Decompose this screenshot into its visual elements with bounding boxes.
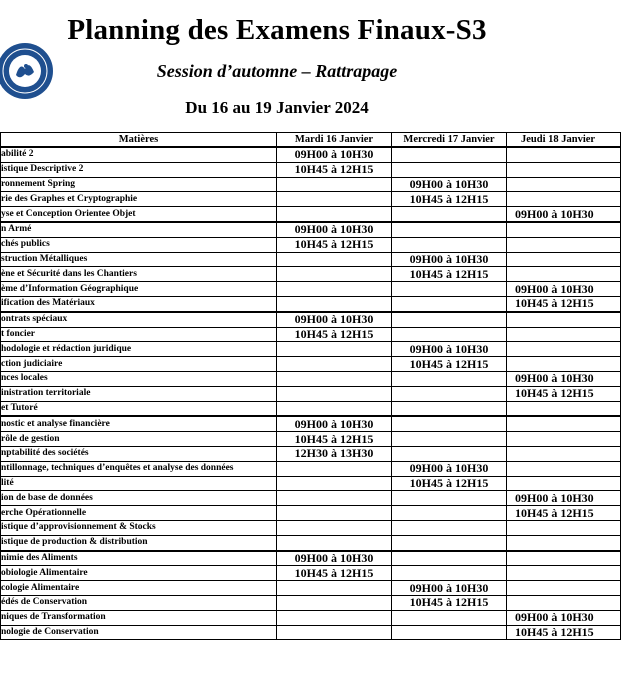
table-row	[1, 416, 621, 431]
subject-cell: yse et Conception Orientee Objet	[1, 207, 277, 222]
time-slot-cell: 09H00 à 10H30	[392, 252, 507, 267]
time-slot-cell	[277, 342, 392, 357]
subject-cell: abilité 2	[1, 147, 277, 162]
time-slot-cell	[277, 491, 392, 506]
time-slot-cell: 10H45 à 12H15	[392, 476, 507, 491]
time-slot-cell	[277, 581, 392, 596]
time-slot-cell	[507, 566, 621, 581]
table-row	[1, 207, 621, 222]
time-slot-cell: 10H45 à 12H15	[277, 162, 392, 177]
page-title: Planning des Examens Finaux-S3	[67, 14, 487, 46]
subject-cell: ontrats spéciaux	[1, 312, 277, 327]
time-slot-cell	[507, 312, 621, 327]
time-slot-cell	[392, 446, 507, 461]
time-slot-cell	[507, 520, 621, 535]
table-row	[1, 267, 621, 282]
time-slot-cell	[507, 357, 621, 372]
time-slot-cell	[392, 551, 507, 566]
time-slot-cell: 09H00 à 10H30	[277, 416, 392, 431]
time-slot-cell: 09H00 à 10H30	[507, 282, 621, 297]
subject-cell: istique de production & distribution	[1, 535, 277, 550]
time-slot-cell	[392, 282, 507, 297]
subject-cell: obiologie Alimentaire	[1, 566, 277, 581]
time-slot-cell: 10H45 à 12H15	[507, 506, 621, 521]
time-slot-cell: 09H00 à 10H30	[392, 581, 507, 596]
time-slot-cell	[507, 446, 621, 461]
time-slot-cell: 09H00 à 10H30	[507, 610, 621, 625]
time-slot-cell	[507, 162, 621, 177]
time-slot-cell: 10H45 à 12H15	[392, 267, 507, 282]
subject-cell: ème d’Information Géographique	[1, 282, 277, 297]
time-slot-cell	[507, 476, 621, 491]
table-row	[1, 357, 621, 372]
time-slot-cell	[507, 237, 621, 252]
time-slot-cell	[277, 401, 392, 416]
time-slot-cell	[277, 296, 392, 311]
time-slot-cell	[277, 386, 392, 401]
subject-cell: cologie Alimentaire	[1, 581, 277, 596]
time-slot-cell	[277, 282, 392, 297]
table-row	[1, 162, 621, 177]
exam-schedule-table	[0, 132, 621, 640]
table-row	[1, 506, 621, 521]
subject-cell: ène et Sécurité dans les Chantiers	[1, 267, 277, 282]
time-slot-cell	[507, 267, 621, 282]
time-slot-cell	[392, 566, 507, 581]
subject-cell: rôle de gestion	[1, 432, 277, 447]
subject-cell: t foncier	[1, 327, 277, 342]
time-slot-cell: 10H45 à 12H15	[277, 237, 392, 252]
table-row	[1, 147, 621, 162]
time-slot-cell: 10H45 à 12H15	[507, 386, 621, 401]
subject-cell: nimie des Aliments	[1, 551, 277, 566]
time-slot-cell	[277, 461, 392, 476]
subject-cell: chés publics	[1, 237, 277, 252]
time-slot-cell: 10H45 à 12H15	[277, 432, 392, 447]
time-slot-cell	[507, 327, 621, 342]
time-slot-cell: 09H00 à 10H30	[277, 551, 392, 566]
column-header-tuesday: Mardi 16 Janvier	[277, 133, 392, 148]
time-slot-cell	[392, 535, 507, 550]
subject-cell: istique d’approvisionnement & Stocks	[1, 520, 277, 535]
time-slot-cell	[392, 207, 507, 222]
table-row	[1, 312, 621, 327]
subject-cell: niques de Transformation	[1, 610, 277, 625]
subject-cell: struction Métalliques	[1, 252, 277, 267]
table-row	[1, 177, 621, 192]
subject-cell: n Armé	[1, 222, 277, 237]
time-slot-cell	[507, 432, 621, 447]
time-slot-cell	[507, 222, 621, 237]
time-slot-cell: 09H00 à 10H30	[392, 342, 507, 357]
table-row	[1, 566, 621, 581]
time-slot-cell	[392, 162, 507, 177]
time-slot-cell: 09H00 à 10H30	[392, 461, 507, 476]
time-slot-cell	[277, 610, 392, 625]
time-slot-cell	[277, 357, 392, 372]
time-slot-cell	[392, 491, 507, 506]
subject-cell: ronnement Spring	[1, 177, 277, 192]
time-slot-cell	[392, 506, 507, 521]
subject-cell: ion de base de données	[1, 491, 277, 506]
table-row	[1, 252, 621, 267]
time-slot-cell: 10H45 à 12H15	[507, 625, 621, 640]
time-slot-cell	[392, 520, 507, 535]
date-range: Du 16 au 19 Janvier 2024	[185, 98, 369, 117]
column-header-subjects: Matières	[1, 133, 277, 148]
time-slot-cell: 09H00 à 10H30	[392, 177, 507, 192]
time-slot-cell	[392, 222, 507, 237]
time-slot-cell	[392, 386, 507, 401]
time-slot-cell	[507, 595, 621, 610]
subject-cell: nces locales	[1, 371, 277, 386]
table-row	[1, 551, 621, 566]
time-slot-cell	[392, 432, 507, 447]
subject-cell: ction judiciaire	[1, 357, 277, 372]
table-row	[1, 520, 621, 535]
time-slot-cell: 09H00 à 10H30	[277, 222, 392, 237]
subject-cell: hodologie et rédaction juridique	[1, 342, 277, 357]
table-row	[1, 535, 621, 550]
time-slot-cell	[507, 581, 621, 596]
subject-cell: et Tutoré	[1, 401, 277, 416]
time-slot-cell	[392, 371, 507, 386]
time-slot-cell	[507, 535, 621, 550]
time-slot-cell	[392, 416, 507, 431]
table-header-row	[1, 133, 621, 148]
time-slot-cell	[392, 401, 507, 416]
subject-cell: ification des Matériaux	[1, 296, 277, 311]
time-slot-cell	[507, 401, 621, 416]
table-row	[1, 342, 621, 357]
time-slot-cell	[277, 476, 392, 491]
time-slot-cell: 09H00 à 10H30	[507, 207, 621, 222]
subject-cell: inistration territoriale	[1, 386, 277, 401]
time-slot-cell	[277, 520, 392, 535]
time-slot-cell	[392, 237, 507, 252]
subject-cell: istique Descriptive 2	[1, 162, 277, 177]
table-row	[1, 581, 621, 596]
subject-cell: rie des Graphes et Cryptographie	[1, 192, 277, 207]
table-row	[1, 476, 621, 491]
table-row	[1, 432, 621, 447]
table-row	[1, 401, 621, 416]
time-slot-cell	[507, 252, 621, 267]
time-slot-cell: 10H45 à 12H15	[277, 327, 392, 342]
table-row	[1, 491, 621, 506]
time-slot-cell	[507, 551, 621, 566]
time-slot-cell	[277, 625, 392, 640]
time-slot-cell	[392, 625, 507, 640]
time-slot-cell	[277, 506, 392, 521]
time-slot-cell	[277, 207, 392, 222]
time-slot-cell	[277, 267, 392, 282]
time-slot-cell	[392, 312, 507, 327]
time-slot-cell: 10H45 à 12H15	[507, 296, 621, 311]
time-slot-cell	[277, 535, 392, 550]
time-slot-cell: 10H45 à 12H15	[277, 566, 392, 581]
table-row	[1, 610, 621, 625]
time-slot-cell: 10H45 à 12H15	[392, 357, 507, 372]
table-row	[1, 446, 621, 461]
time-slot-cell: 09H00 à 10H30	[277, 312, 392, 327]
time-slot-cell	[392, 147, 507, 162]
table-row	[1, 327, 621, 342]
time-slot-cell	[277, 371, 392, 386]
subject-cell: ntillonnage, techniques d’enquêtes et analyse des données	[1, 461, 277, 476]
time-slot-cell	[392, 327, 507, 342]
table-row	[1, 222, 621, 237]
session-subtitle: Session d’automne – Rattrapage	[156, 61, 398, 81]
subject-cell: édés de Conservation	[1, 595, 277, 610]
time-slot-cell	[507, 461, 621, 476]
time-slot-cell	[277, 192, 392, 207]
table-row	[1, 595, 621, 610]
subject-cell: nostic et analyse financière	[1, 416, 277, 431]
time-slot-cell	[507, 147, 621, 162]
time-slot-cell	[277, 595, 392, 610]
table-row	[1, 625, 621, 640]
column-header-thursday: Jeudi 18 Janvier	[507, 133, 621, 148]
table-row	[1, 386, 621, 401]
time-slot-cell: 09H00 à 10H30	[507, 371, 621, 386]
table-row	[1, 296, 621, 311]
time-slot-cell	[507, 416, 621, 431]
column-header-wednesday: Mercredi 17 Janvier	[392, 133, 507, 148]
subject-cell: nptabilité des sociétés	[1, 446, 277, 461]
table-row	[1, 192, 621, 207]
table-row	[1, 237, 621, 252]
table-row	[1, 461, 621, 476]
time-slot-cell: 10H45 à 12H15	[392, 595, 507, 610]
table-row	[1, 282, 621, 297]
time-slot-cell	[277, 177, 392, 192]
time-slot-cell	[507, 177, 621, 192]
time-slot-cell: 10H45 à 12H15	[392, 192, 507, 207]
time-slot-cell: 09H00 à 10H30	[277, 147, 392, 162]
time-slot-cell: 09H00 à 10H30	[507, 491, 621, 506]
subject-cell: erche Opérationnelle	[1, 506, 277, 521]
time-slot-cell	[392, 610, 507, 625]
schedule-body	[1, 147, 621, 640]
subject-cell: lité	[1, 476, 277, 491]
table-row	[1, 371, 621, 386]
time-slot-cell	[507, 192, 621, 207]
time-slot-cell	[277, 252, 392, 267]
time-slot-cell: 12H30 à 13H30	[277, 446, 392, 461]
subject-cell: nologie de Conservation	[1, 625, 277, 640]
time-slot-cell	[507, 342, 621, 357]
time-slot-cell	[392, 296, 507, 311]
